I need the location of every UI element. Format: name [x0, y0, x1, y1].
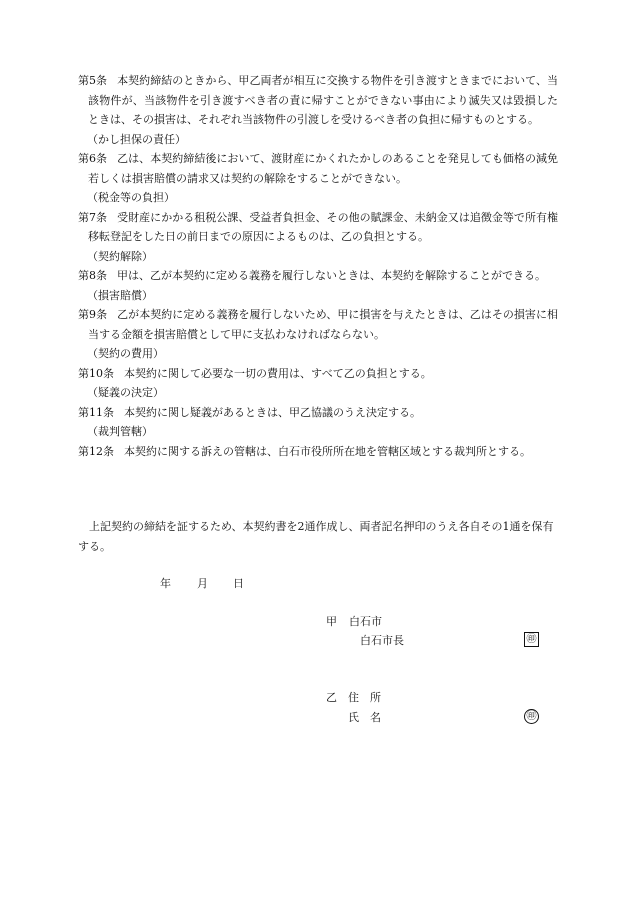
date-day-label: 日 [233, 577, 244, 590]
article-number: 第12条 [78, 444, 114, 458]
seal-a-icon: ㊞ [524, 632, 539, 647]
party-a-mayor: 白石市長 [360, 634, 404, 647]
date-month-label: 月 [197, 577, 208, 590]
article-text: 本契約に関して必要な一切の費用は、すべて乙の負担とする。 [124, 366, 432, 380]
party-a-label: 甲 [326, 615, 337, 628]
article-heading: （税金等の負担） [87, 191, 175, 204]
article-number: 第11条 [78, 405, 114, 419]
article-7 [78, 208, 558, 247]
article-text: 本契約締結のときから、甲乙両者が相互に交換する物件を引き渡すときまでにおいて、当該物件が、当該物件を引き渡すべき者の責に帰すことができない事由により滅失又は毀損したときは、その損害は、それぞれ当該物件の引渡しを受けるべき者の負担に帰すものとする。 [88, 74, 559, 126]
article-heading: （疑義の決定） [87, 386, 164, 399]
article-heading: （かし担保の責任） [87, 132, 186, 146]
article-text: 本契約に関し疑義があるときは、甲乙協議のうえ決定する。 [124, 405, 421, 419]
article-heading: （損害賠償） [87, 288, 153, 302]
article-number: 第9条 [78, 308, 108, 321]
article-text: 甲は、乙が本契約に定める義務を履行しないときは、本契約を解除することができる。 [117, 269, 546, 282]
article-number: 第5条 [78, 74, 108, 87]
article-heading: （契約解除） [87, 249, 153, 263]
date-year-label: 年 [160, 577, 171, 590]
seal-b-icon: ㊞ [524, 709, 539, 724]
article-text: 乙は、本契約締結後において、渡財産にかくれたかしのあることを発見しても価格の減免若しくは損害賠償の請求又は契約の解除をすることができない。 [88, 152, 559, 185]
article-number: 第8条 [78, 269, 107, 282]
article-11 [78, 403, 558, 423]
article-number: 第6条 [78, 152, 108, 165]
party-b-address-label: 住 所 [348, 691, 381, 704]
closing-paragraph: 上記契約の締結を証するため、本契約書を2通作成し、両者記名押印のうえ各自その1通を保有する。 [78, 520, 554, 553]
party-b-label: 乙 [326, 691, 337, 704]
article-8 [78, 266, 558, 286]
article-number: 第10条 [78, 366, 114, 380]
article-text: 本契約に関する訴えの管轄は、白石市役所所在地を管轄区域とする裁判所とする。 [124, 444, 531, 458]
article-10 [78, 364, 558, 384]
article-6 [78, 149, 558, 188]
party-a-city: 白石市 [349, 615, 382, 628]
article-12 [78, 442, 558, 462]
party-b-name-label: 氏 名 [348, 711, 381, 724]
article-5 [78, 71, 558, 130]
article-heading: （契約の費用） [87, 347, 164, 360]
article-9 [78, 305, 558, 344]
article-number: 第7条 [78, 210, 108, 224]
article-text: 受財産にかかる租税公課、受益者負担金、その他の賦課金、未納金又は追徴金等で所有権移転登記をした日の前日までの原因によるものは、乙の負担とする。 [88, 210, 559, 243]
articles-section [78, 71, 558, 461]
article-heading: （裁判管轄） [87, 425, 153, 438]
article-text: 乙が本契約に定める義務を履行しないため、甲に損害を与えたときは、乙はその損害に相当する金額を損害賠償として甲に支払わなければならない。 [88, 308, 559, 341]
